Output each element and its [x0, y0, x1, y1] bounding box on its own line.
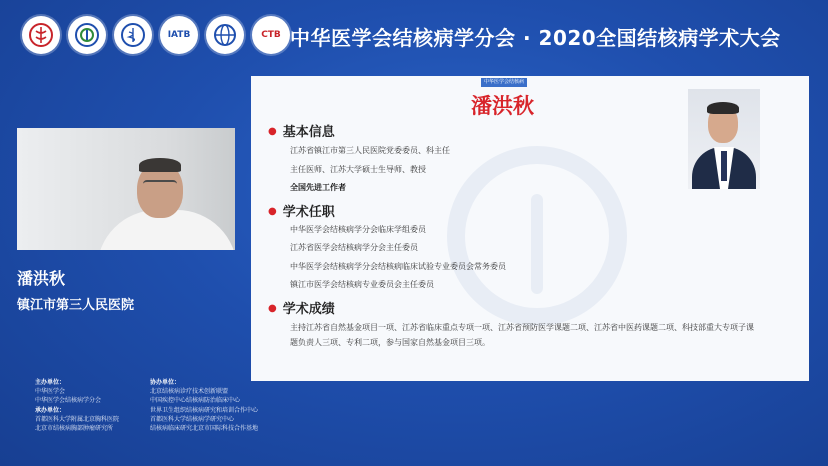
conference-title: 中华医学会结核病学分会 · 2020全国结核病学术大会: [290, 26, 781, 50]
ctb-logo-icon: CTB: [252, 16, 290, 54]
presentation-slide: [251, 76, 809, 381]
organizer-label: 承办单位：: [35, 406, 66, 414]
footer-left-column: [35, 378, 119, 433]
co-organizer-item: 中国疾控中心结核病防治临床中心: [150, 397, 241, 405]
section-heading-academic-posts: ● 学术任职: [268, 205, 335, 220]
speaker-hospital: 镇江市第三人民医院: [17, 298, 135, 313]
speaker-portrait: [688, 89, 760, 189]
slide-tag: 中华医学会结核病: [481, 78, 527, 87]
society-seal-icon: [68, 16, 106, 54]
speaker-name: 潘洪秋: [17, 269, 66, 288]
bullet-icon: ●: [268, 126, 277, 137]
co-organizer-item: 结核病临床研究北京市国际科技合作基地: [150, 425, 259, 433]
watermark-seal: [447, 146, 627, 326]
globe-logo-icon: [206, 16, 244, 54]
cma-emblem-icon: [22, 16, 60, 54]
section-heading-basic-info: ● 基本信息: [268, 125, 335, 140]
caduceus-seal-icon: [114, 16, 152, 54]
section-heading-achievements: ● 学术成绩: [268, 302, 335, 317]
list-item: 全国先进工作者: [290, 183, 346, 192]
speaker-video-feed: [17, 128, 235, 250]
host-item: 中华医学会结核病学分会: [35, 397, 102, 405]
co-organizer-item: 北京结核病诊疗技术创新联盟: [150, 388, 229, 396]
co-organizer-item: 世界卫生组织结核病研究和培训合作中心: [150, 406, 259, 414]
list-item: 中华医学会结核病学分会结核病临床试验专业委员会常务委员: [290, 262, 506, 271]
achievements-paragraph: 主持江苏省自然基金项目一项、江苏省临床重点专项一项、江苏省预防医学课题二项、江苏省中医药课题二项、科技部重大专项子课题负责人三项、专利二项，参与国家自然基金项目三项。: [290, 323, 754, 347]
list-item: 中华医学会结核病学分会临床学组委员: [290, 225, 426, 234]
list-item: 江苏省镇江市第三人民医院党委委员、科主任: [290, 146, 450, 155]
co-organizer-label: 协办单位：: [150, 379, 181, 386]
footer-right-column: [150, 378, 258, 433]
sponsor-logos: [22, 16, 290, 54]
organizer-item: 北京市结核病胸部肿瘤研究所: [35, 425, 114, 433]
list-item: 镇江市医学会结核病专业委员会主任委员: [290, 280, 434, 289]
iatb-logo-icon: IATB: [160, 16, 198, 54]
bullet-icon: ●: [268, 206, 277, 217]
host-item: 中华医学会: [35, 388, 66, 396]
bullet-icon: ●: [268, 303, 277, 314]
host-label: 主办单位：: [35, 379, 66, 386]
organizers-footer: [0, 372, 828, 466]
list-item: 江苏省医学会结核病学分会主任委员: [290, 243, 418, 252]
list-item: 主任医师、江苏大学硕士生导师、教授: [290, 165, 426, 174]
organizer-item: 首都医科大学附属北京胸科医院: [35, 415, 120, 423]
co-organizer-item: 首都医科大学结核病学研究中心: [150, 415, 235, 423]
conference-header: [0, 0, 828, 70]
slide-speaker-name: 潘洪秋: [471, 94, 534, 118]
